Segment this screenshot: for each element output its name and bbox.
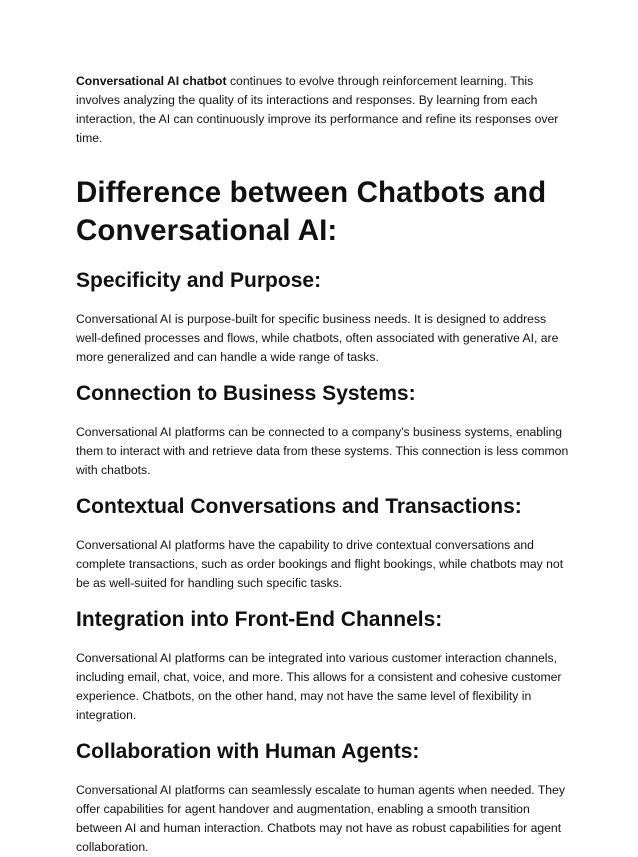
section-business-systems (76, 381, 570, 480)
section-title: Integration into Front-End Channels: (76, 608, 443, 631)
section-specificity (76, 268, 570, 367)
section-front-end-channels (76, 607, 570, 725)
section-title: Connection to Business Systems: (76, 382, 416, 405)
section-title: Specificity and Purpose: (76, 269, 322, 292)
section-contextual-conversations (76, 494, 570, 593)
section-body: Conversational AI platforms have the capability to drive contextual conversations and complete transactions, such as order bookings and flight bookings, while chatbots may not be as well-suited for handling such specific tasks. (76, 538, 564, 590)
section-body: Conversational AI is purpose-built for specific business needs. It is designed to address well-defined processes and flows, while chatbots, often associated with generative AI, are more generalized and can handle a wide range of tasks. (76, 312, 559, 364)
section-title: Collaboration with Human Agents: (76, 740, 420, 763)
section-body: Conversational AI platforms can seamlessly escalate to human agents when needed. They offer capabilities for agent handover and augmentation, enabling a smooth transition between AI and human interaction. Chatbots may not have as robust capabilities for agent collaboration. (76, 783, 565, 854)
section-human-agents (76, 739, 570, 857)
section-body: Conversational AI platforms can be connected to a company's business systems, enabling them to interact with and retrieve data from these systems. This connection is less common with chatbots. (76, 425, 569, 477)
main-heading: Difference between Chatbots and Conversational AI: (76, 176, 547, 247)
intro-bold-lead: Conversational AI chatbot (76, 74, 227, 88)
section-body: Conversational AI platforms can be integrated into various customer interaction channels, including email, chat, voice, and more. This allows for a consistent and cohesive customer experience. Chatbots, on the other hand, may not have the same level of flexibility in integration. (76, 651, 562, 722)
intro-paragraph (76, 72, 570, 148)
intro-text: continues to evolve through reinforcement learning. This involves analyzing the quality of its interactions and responses. By learning from each interaction, the AI can continuously improve its performance and refine its responses over time. (76, 74, 559, 145)
section-title: Contextual Conversations and Transactions: (76, 495, 522, 518)
